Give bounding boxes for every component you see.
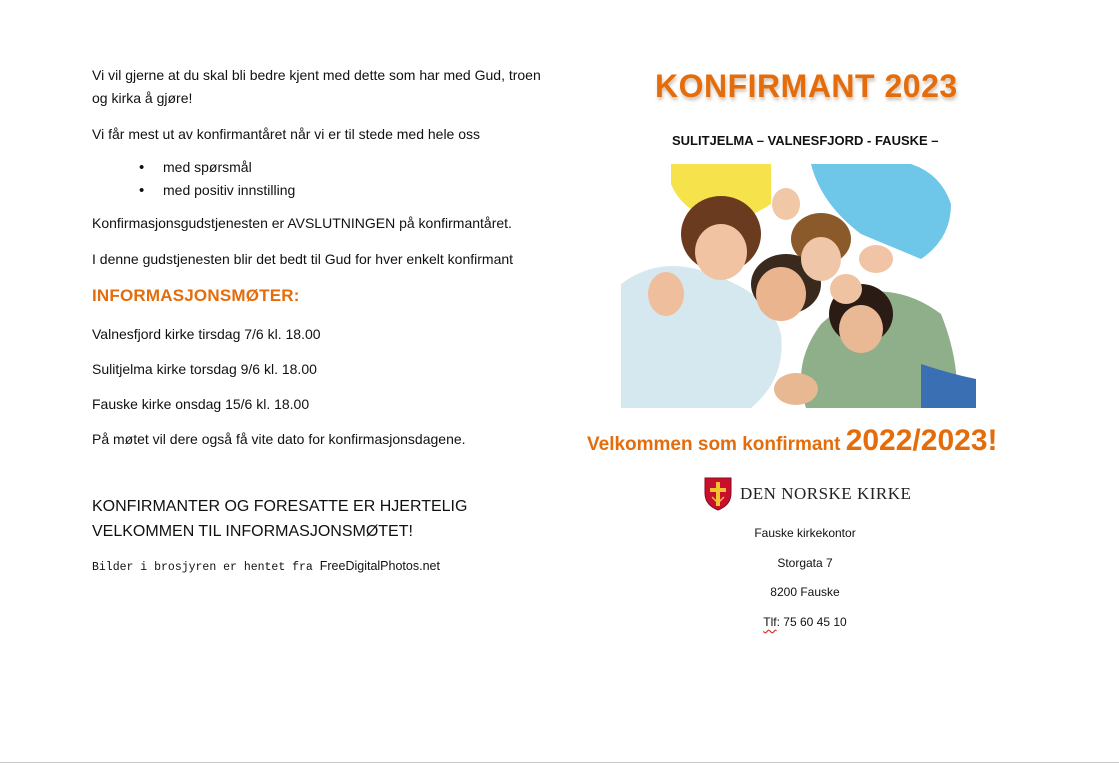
welcome-year: 2022/2023! xyxy=(845,424,998,457)
church-logo-text: DEN NORSKE KIRKE xyxy=(740,484,912,503)
left-column xyxy=(92,64,542,579)
church-cross-shield-icon xyxy=(704,477,732,511)
meeting-fauske: Fauske kirke onsdag 15/6 kl. 18.00 xyxy=(92,396,310,412)
bullet-item-questions: • med spørsmål xyxy=(163,156,542,179)
photo-credit xyxy=(92,555,542,579)
address-office: Fauske kirkekontor xyxy=(754,526,856,540)
page-bottom-divider xyxy=(0,762,1119,763)
group-of-teenagers-photo xyxy=(621,164,976,408)
bullet-list xyxy=(92,156,542,202)
brochure-title: KONFIRMANT 2023 xyxy=(655,68,958,104)
meeting-valnesfjord: Valnesfjord kirke tirsdag 7/6 kl. 18.00 xyxy=(92,326,321,342)
photo-credit-prefix: Bilder i brosjyren er hentet fra xyxy=(92,561,320,574)
address-phone xyxy=(660,615,950,629)
phone-label: Tlf xyxy=(763,615,777,629)
address-street: Storgata 7 xyxy=(777,556,833,570)
invitation-text: KONFIRMANTER OG FORESATTE ER HJERTELIG VELKOMMEN TIL INFORMASJONSMØTET! xyxy=(92,498,468,540)
photo-credit-site: FreeDigitalPhotos.net xyxy=(319,559,440,573)
parish-places: SULITJELMA – VALNESFJORD - FAUSKE – xyxy=(672,133,939,148)
church-logo xyxy=(704,477,924,511)
welcome-line xyxy=(587,424,998,458)
phone-number: : 75 60 45 10 xyxy=(776,615,847,629)
info-meetings-heading: INFORMASJONSMØTER: xyxy=(92,286,300,305)
address-postal: 8200 Fauske xyxy=(770,585,840,599)
meeting-sulitjelma: Sulitjelma kirke torsdag 9/6 kl. 18.00 xyxy=(92,361,317,377)
bullet-item-attitude: • med positiv innstilling xyxy=(163,179,542,202)
paragraph-prayer: I denne gudstjenesten blir det bedt til Gud for hver enkelt konfirmant xyxy=(92,251,514,267)
welcome-text: Velkommen som konfirmant xyxy=(587,434,846,455)
intro-paragraph-2: Vi får mest ut av konfirmantåret når vi er til stede med hele oss xyxy=(92,126,481,142)
intro-paragraph-1: Vi vil gjerne at du skal bli bedre kjent med dette som har med Gud, troen og kirka å gjøre! xyxy=(92,67,541,106)
meeting-note: På møtet vil dere også få vite dato for konfirmasjonsdagene. xyxy=(92,431,466,447)
paragraph-conclusion: Konfirmasjonsgudstjenesten er AVSLUTNINGEN på konfirmantåret. xyxy=(92,215,512,231)
